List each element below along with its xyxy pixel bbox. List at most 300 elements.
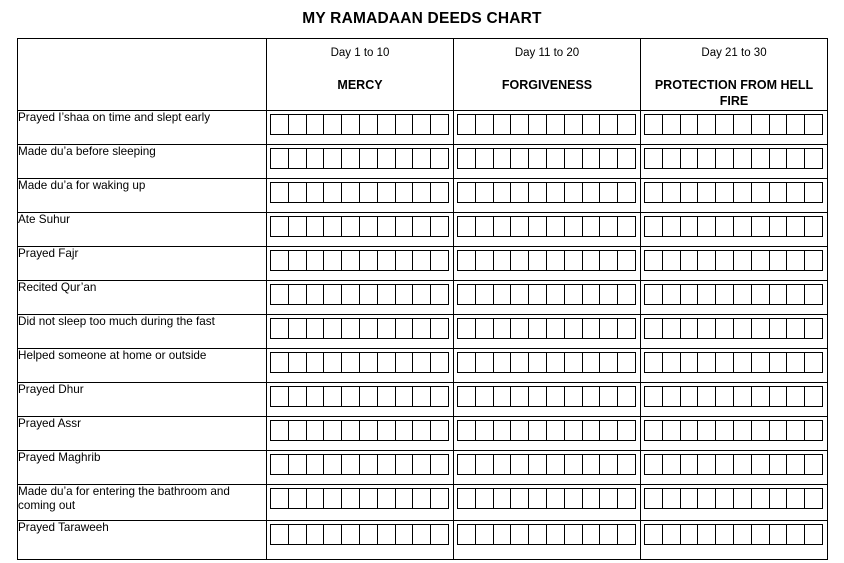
deed-checkbox[interactable] (493, 148, 511, 169)
deed-checkbox[interactable] (493, 386, 511, 407)
deed-checkbox[interactable] (270, 386, 288, 407)
deed-checkbox[interactable] (395, 148, 413, 169)
deed-checkbox[interactable] (697, 420, 715, 441)
deed-checkbox[interactable] (769, 454, 787, 475)
deed-checkbox[interactable] (697, 454, 715, 475)
deed-checkbox[interactable] (582, 284, 600, 305)
deed-checkbox[interactable] (715, 216, 733, 237)
deed-checkbox[interactable] (510, 284, 528, 305)
deed-checkbox[interactable] (546, 454, 564, 475)
deed-checkbox[interactable] (341, 114, 359, 135)
deed-checkbox[interactable] (528, 216, 546, 237)
deed-checkbox[interactable] (395, 114, 413, 135)
deed-checkbox[interactable] (323, 250, 341, 271)
deed-checkbox[interactable] (395, 420, 413, 441)
deed-checkbox[interactable] (769, 386, 787, 407)
deed-checkbox[interactable] (582, 524, 600, 545)
deed-checkbox[interactable] (582, 148, 600, 169)
deed-checkbox[interactable] (751, 284, 769, 305)
deed-checkbox[interactable] (662, 216, 680, 237)
deed-checkbox[interactable] (769, 352, 787, 373)
deed-checkbox[interactable] (697, 386, 715, 407)
deed-checkbox[interactable] (617, 488, 636, 509)
deed-checkbox[interactable] (769, 284, 787, 305)
deed-checkbox[interactable] (323, 182, 341, 203)
deed-checkbox[interactable] (697, 318, 715, 339)
deed-checkbox[interactable] (359, 386, 377, 407)
deed-checkbox[interactable] (288, 318, 306, 339)
deed-checkbox[interactable] (546, 420, 564, 441)
deed-checkbox[interactable] (733, 182, 751, 203)
deed-checkbox[interactable] (582, 488, 600, 509)
deed-checkbox[interactable] (528, 114, 546, 135)
deed-checkbox[interactable] (804, 216, 823, 237)
deed-checkbox[interactable] (733, 250, 751, 271)
deed-checkbox[interactable] (359, 182, 377, 203)
deed-checkbox[interactable] (306, 524, 324, 545)
deed-checkbox[interactable] (733, 318, 751, 339)
deed-checkbox[interactable] (546, 352, 564, 373)
deed-checkbox[interactable] (288, 114, 306, 135)
deed-checkbox[interactable] (475, 386, 493, 407)
deed-checkbox[interactable] (786, 488, 804, 509)
deed-checkbox[interactable] (733, 524, 751, 545)
deed-checkbox[interactable] (617, 284, 636, 305)
deed-checkbox[interactable] (306, 284, 324, 305)
deed-checkbox[interactable] (715, 284, 733, 305)
deed-checkbox[interactable] (288, 250, 306, 271)
deed-checkbox[interactable] (493, 318, 511, 339)
deed-checkbox[interactable] (270, 114, 288, 135)
deed-checkbox[interactable] (733, 148, 751, 169)
deed-checkbox[interactable] (733, 454, 751, 475)
deed-checkbox[interactable] (475, 488, 493, 509)
deed-checkbox[interactable] (751, 250, 769, 271)
deed-checkbox[interactable] (430, 284, 449, 305)
deed-checkbox[interactable] (715, 454, 733, 475)
deed-checkbox[interactable] (412, 114, 430, 135)
deed-checkbox[interactable] (270, 318, 288, 339)
deed-checkbox[interactable] (306, 454, 324, 475)
deed-checkbox[interactable] (359, 454, 377, 475)
deed-checkbox[interactable] (412, 386, 430, 407)
deed-checkbox[interactable] (715, 420, 733, 441)
deed-checkbox[interactable] (786, 216, 804, 237)
deed-checkbox[interactable] (528, 352, 546, 373)
deed-checkbox[interactable] (341, 318, 359, 339)
deed-checkbox[interactable] (510, 148, 528, 169)
deed-checkbox[interactable] (680, 488, 698, 509)
deed-checkbox[interactable] (804, 148, 823, 169)
deed-checkbox[interactable] (582, 318, 600, 339)
deed-checkbox[interactable] (715, 386, 733, 407)
deed-checkbox[interactable] (769, 318, 787, 339)
deed-checkbox[interactable] (786, 352, 804, 373)
deed-checkbox[interactable] (662, 250, 680, 271)
deed-checkbox[interactable] (804, 454, 823, 475)
deed-checkbox[interactable] (804, 250, 823, 271)
deed-checkbox[interactable] (617, 250, 636, 271)
deed-checkbox[interactable] (475, 318, 493, 339)
deed-checkbox[interactable] (697, 148, 715, 169)
deed-checkbox[interactable] (270, 454, 288, 475)
deed-checkbox[interactable] (582, 420, 600, 441)
deed-checkbox[interactable] (377, 114, 395, 135)
deed-checkbox[interactable] (359, 488, 377, 509)
deed-checkbox[interactable] (644, 524, 662, 545)
deed-checkbox[interactable] (546, 488, 564, 509)
deed-checkbox[interactable] (377, 524, 395, 545)
deed-checkbox[interactable] (359, 148, 377, 169)
deed-checkbox[interactable] (359, 352, 377, 373)
deed-checkbox[interactable] (715, 352, 733, 373)
deed-checkbox[interactable] (528, 284, 546, 305)
deed-checkbox[interactable] (662, 420, 680, 441)
deed-checkbox[interactable] (493, 524, 511, 545)
deed-checkbox[interactable] (341, 488, 359, 509)
deed-checkbox[interactable] (323, 114, 341, 135)
deed-checkbox[interactable] (288, 216, 306, 237)
deed-checkbox[interactable] (564, 524, 582, 545)
deed-checkbox[interactable] (804, 182, 823, 203)
deed-checkbox[interactable] (617, 182, 636, 203)
deed-checkbox[interactable] (359, 524, 377, 545)
deed-checkbox[interactable] (395, 284, 413, 305)
deed-checkbox[interactable] (546, 250, 564, 271)
deed-checkbox[interactable] (377, 420, 395, 441)
deed-checkbox[interactable] (395, 454, 413, 475)
deed-checkbox[interactable] (617, 114, 636, 135)
deed-checkbox[interactable] (617, 352, 636, 373)
deed-checkbox[interactable] (457, 182, 475, 203)
deed-checkbox[interactable] (769, 216, 787, 237)
deed-checkbox[interactable] (457, 114, 475, 135)
deed-checkbox[interactable] (751, 114, 769, 135)
deed-checkbox[interactable] (528, 250, 546, 271)
deed-checkbox[interactable] (341, 148, 359, 169)
deed-checkbox[interactable] (786, 318, 804, 339)
deed-checkbox[interactable] (751, 488, 769, 509)
deed-checkbox[interactable] (430, 182, 449, 203)
deed-checkbox[interactable] (270, 284, 288, 305)
deed-checkbox[interactable] (644, 250, 662, 271)
deed-checkbox[interactable] (715, 114, 733, 135)
deed-checkbox[interactable] (582, 386, 600, 407)
deed-checkbox[interactable] (733, 352, 751, 373)
deed-checkbox[interactable] (270, 148, 288, 169)
deed-checkbox[interactable] (430, 420, 449, 441)
deed-checkbox[interactable] (617, 420, 636, 441)
deed-checkbox[interactable] (786, 524, 804, 545)
deed-checkbox[interactable] (697, 216, 715, 237)
deed-checkbox[interactable] (644, 386, 662, 407)
deed-checkbox[interactable] (377, 454, 395, 475)
deed-checkbox[interactable] (323, 454, 341, 475)
deed-checkbox[interactable] (546, 216, 564, 237)
deed-checkbox[interactable] (697, 250, 715, 271)
deed-checkbox[interactable] (288, 420, 306, 441)
deed-checkbox[interactable] (430, 216, 449, 237)
deed-checkbox[interactable] (528, 454, 546, 475)
deed-checkbox[interactable] (323, 318, 341, 339)
deed-checkbox[interactable] (804, 114, 823, 135)
deed-checkbox[interactable] (680, 148, 698, 169)
deed-checkbox[interactable] (599, 114, 617, 135)
deed-checkbox[interactable] (662, 318, 680, 339)
deed-checkbox[interactable] (680, 386, 698, 407)
deed-checkbox[interactable] (680, 352, 698, 373)
deed-checkbox[interactable] (697, 182, 715, 203)
deed-checkbox[interactable] (564, 454, 582, 475)
deed-checkbox[interactable] (804, 352, 823, 373)
deed-checkbox[interactable] (751, 182, 769, 203)
deed-checkbox[interactable] (377, 182, 395, 203)
deed-checkbox[interactable] (323, 524, 341, 545)
deed-checkbox[interactable] (493, 250, 511, 271)
deed-checkbox[interactable] (493, 216, 511, 237)
deed-checkbox[interactable] (644, 352, 662, 373)
deed-checkbox[interactable] (306, 148, 324, 169)
deed-checkbox[interactable] (377, 216, 395, 237)
deed-checkbox[interactable] (270, 352, 288, 373)
deed-checkbox[interactable] (323, 216, 341, 237)
deed-checkbox[interactable] (395, 318, 413, 339)
deed-checkbox[interactable] (510, 114, 528, 135)
deed-checkbox[interactable] (412, 318, 430, 339)
deed-checkbox[interactable] (680, 318, 698, 339)
deed-checkbox[interactable] (323, 284, 341, 305)
deed-checkbox[interactable] (804, 420, 823, 441)
deed-checkbox[interactable] (430, 148, 449, 169)
deed-checkbox[interactable] (564, 352, 582, 373)
deed-checkbox[interactable] (323, 488, 341, 509)
deed-checkbox[interactable] (341, 454, 359, 475)
deed-checkbox[interactable] (341, 284, 359, 305)
deed-checkbox[interactable] (359, 284, 377, 305)
deed-checkbox[interactable] (528, 488, 546, 509)
deed-checkbox[interactable] (510, 318, 528, 339)
deed-checkbox[interactable] (430, 250, 449, 271)
deed-checkbox[interactable] (341, 386, 359, 407)
deed-checkbox[interactable] (323, 420, 341, 441)
deed-checkbox[interactable] (288, 386, 306, 407)
deed-checkbox[interactable] (786, 182, 804, 203)
deed-checkbox[interactable] (457, 420, 475, 441)
deed-checkbox[interactable] (493, 454, 511, 475)
deed-checkbox[interactable] (510, 386, 528, 407)
deed-checkbox[interactable] (457, 386, 475, 407)
deed-checkbox[interactable] (546, 524, 564, 545)
deed-checkbox[interactable] (715, 148, 733, 169)
deed-checkbox[interactable] (395, 386, 413, 407)
deed-checkbox[interactable] (644, 182, 662, 203)
deed-checkbox[interactable] (769, 488, 787, 509)
deed-checkbox[interactable] (430, 524, 449, 545)
deed-checkbox[interactable] (546, 114, 564, 135)
deed-checkbox[interactable] (733, 386, 751, 407)
deed-checkbox[interactable] (270, 250, 288, 271)
deed-checkbox[interactable] (564, 420, 582, 441)
deed-checkbox[interactable] (412, 182, 430, 203)
deed-checkbox[interactable] (475, 148, 493, 169)
deed-checkbox[interactable] (288, 454, 306, 475)
deed-checkbox[interactable] (599, 524, 617, 545)
deed-checkbox[interactable] (751, 420, 769, 441)
deed-checkbox[interactable] (493, 352, 511, 373)
deed-checkbox[interactable] (430, 454, 449, 475)
deed-checkbox[interactable] (306, 182, 324, 203)
deed-checkbox[interactable] (475, 250, 493, 271)
deed-checkbox[interactable] (769, 148, 787, 169)
deed-checkbox[interactable] (715, 524, 733, 545)
deed-checkbox[interactable] (430, 386, 449, 407)
deed-checkbox[interactable] (751, 454, 769, 475)
deed-checkbox[interactable] (430, 488, 449, 509)
deed-checkbox[interactable] (430, 114, 449, 135)
deed-checkbox[interactable] (564, 216, 582, 237)
deed-checkbox[interactable] (341, 352, 359, 373)
deed-checkbox[interactable] (528, 318, 546, 339)
deed-checkbox[interactable] (377, 352, 395, 373)
deed-checkbox[interactable] (510, 488, 528, 509)
deed-checkbox[interactable] (395, 524, 413, 545)
deed-checkbox[interactable] (733, 216, 751, 237)
deed-checkbox[interactable] (644, 488, 662, 509)
deed-checkbox[interactable] (786, 250, 804, 271)
deed-checkbox[interactable] (599, 386, 617, 407)
deed-checkbox[interactable] (715, 250, 733, 271)
deed-checkbox[interactable] (546, 284, 564, 305)
deed-checkbox[interactable] (377, 488, 395, 509)
deed-checkbox[interactable] (546, 386, 564, 407)
deed-checkbox[interactable] (697, 524, 715, 545)
deed-checkbox[interactable] (510, 216, 528, 237)
deed-checkbox[interactable] (359, 250, 377, 271)
deed-checkbox[interactable] (430, 352, 449, 373)
deed-checkbox[interactable] (786, 284, 804, 305)
deed-checkbox[interactable] (395, 352, 413, 373)
deed-checkbox[interactable] (457, 148, 475, 169)
deed-checkbox[interactable] (644, 420, 662, 441)
deed-checkbox[interactable] (644, 284, 662, 305)
deed-checkbox[interactable] (599, 488, 617, 509)
deed-checkbox[interactable] (662, 148, 680, 169)
deed-checkbox[interactable] (288, 148, 306, 169)
deed-checkbox[interactable] (510, 524, 528, 545)
deed-checkbox[interactable] (323, 386, 341, 407)
deed-checkbox[interactable] (733, 114, 751, 135)
deed-checkbox[interactable] (377, 284, 395, 305)
deed-checkbox[interactable] (564, 114, 582, 135)
deed-checkbox[interactable] (457, 352, 475, 373)
deed-checkbox[interactable] (475, 352, 493, 373)
deed-checkbox[interactable] (306, 250, 324, 271)
deed-checkbox[interactable] (804, 386, 823, 407)
deed-checkbox[interactable] (599, 454, 617, 475)
deed-checkbox[interactable] (457, 284, 475, 305)
deed-checkbox[interactable] (412, 250, 430, 271)
deed-checkbox[interactable] (359, 420, 377, 441)
deed-checkbox[interactable] (564, 386, 582, 407)
deed-checkbox[interactable] (786, 454, 804, 475)
deed-checkbox[interactable] (715, 182, 733, 203)
deed-checkbox[interactable] (786, 420, 804, 441)
deed-checkbox[interactable] (644, 114, 662, 135)
deed-checkbox[interactable] (493, 114, 511, 135)
deed-checkbox[interactable] (377, 250, 395, 271)
deed-checkbox[interactable] (546, 318, 564, 339)
deed-checkbox[interactable] (457, 454, 475, 475)
deed-checkbox[interactable] (662, 386, 680, 407)
deed-checkbox[interactable] (662, 454, 680, 475)
deed-checkbox[interactable] (359, 216, 377, 237)
deed-checkbox[interactable] (617, 524, 636, 545)
deed-checkbox[interactable] (475, 524, 493, 545)
deed-checkbox[interactable] (769, 114, 787, 135)
deed-checkbox[interactable] (306, 216, 324, 237)
deed-checkbox[interactable] (457, 318, 475, 339)
deed-checkbox[interactable] (769, 250, 787, 271)
deed-checkbox[interactable] (804, 284, 823, 305)
deed-checkbox[interactable] (412, 148, 430, 169)
deed-checkbox[interactable] (751, 148, 769, 169)
deed-checkbox[interactable] (662, 352, 680, 373)
deed-checkbox[interactable] (644, 216, 662, 237)
deed-checkbox[interactable] (457, 250, 475, 271)
deed-checkbox[interactable] (395, 216, 413, 237)
deed-checkbox[interactable] (493, 284, 511, 305)
deed-checkbox[interactable] (769, 420, 787, 441)
deed-checkbox[interactable] (599, 318, 617, 339)
deed-checkbox[interactable] (412, 420, 430, 441)
deed-checkbox[interactable] (644, 148, 662, 169)
deed-checkbox[interactable] (599, 148, 617, 169)
deed-checkbox[interactable] (617, 216, 636, 237)
deed-checkbox[interactable] (564, 284, 582, 305)
deed-checkbox[interactable] (769, 524, 787, 545)
deed-checkbox[interactable] (599, 250, 617, 271)
deed-checkbox[interactable] (751, 216, 769, 237)
deed-checkbox[interactable] (751, 318, 769, 339)
deed-checkbox[interactable] (412, 216, 430, 237)
deed-checkbox[interactable] (528, 148, 546, 169)
deed-checkbox[interactable] (510, 352, 528, 373)
deed-checkbox[interactable] (412, 352, 430, 373)
deed-checkbox[interactable] (599, 216, 617, 237)
deed-checkbox[interactable] (680, 524, 698, 545)
deed-checkbox[interactable] (733, 488, 751, 509)
deed-checkbox[interactable] (786, 114, 804, 135)
deed-checkbox[interactable] (270, 420, 288, 441)
deed-checkbox[interactable] (599, 182, 617, 203)
deed-checkbox[interactable] (804, 318, 823, 339)
deed-checkbox[interactable] (546, 182, 564, 203)
deed-checkbox[interactable] (528, 182, 546, 203)
deed-checkbox[interactable] (306, 420, 324, 441)
deed-checkbox[interactable] (644, 318, 662, 339)
deed-checkbox[interactable] (341, 216, 359, 237)
deed-checkbox[interactable] (599, 284, 617, 305)
deed-checkbox[interactable] (306, 352, 324, 373)
deed-checkbox[interactable] (493, 488, 511, 509)
deed-checkbox[interactable] (564, 148, 582, 169)
deed-checkbox[interactable] (697, 488, 715, 509)
deed-checkbox[interactable] (617, 454, 636, 475)
deed-checkbox[interactable] (751, 352, 769, 373)
deed-checkbox[interactable] (680, 420, 698, 441)
deed-checkbox[interactable] (493, 182, 511, 203)
deed-checkbox[interactable] (715, 318, 733, 339)
